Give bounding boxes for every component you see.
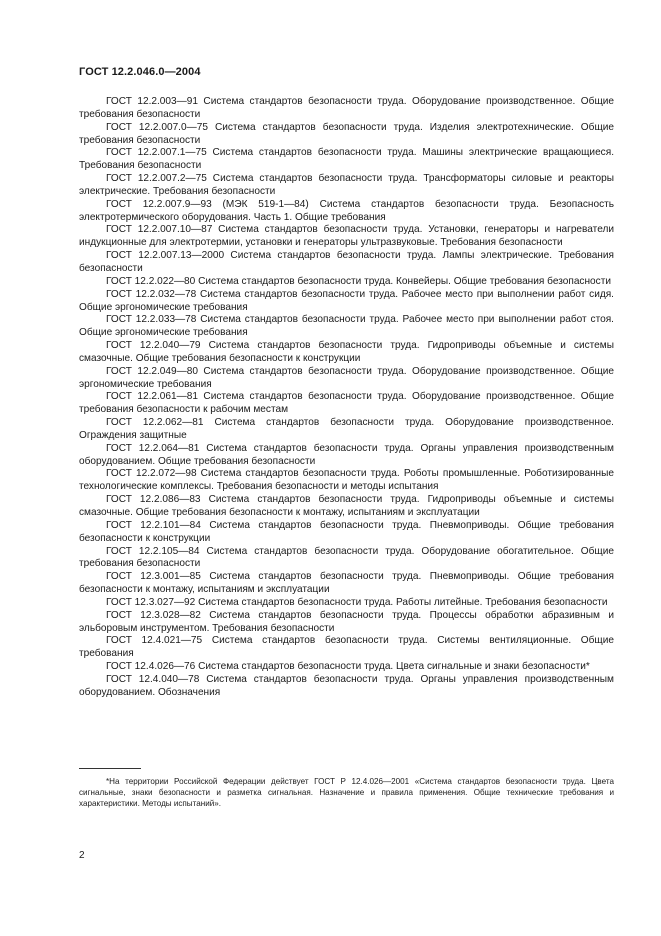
reference-item: ГОСТ 12.2.040—79 Система стандартов безопасности труда. Гидроприводы объемные и системы смазочные. Общие требования безопасности к конструкции — [79, 340, 614, 364]
reference-item: ГОСТ 12.2.049—80 Система стандартов безопасности труда. Оборудование производственное. Общие эргономические требования — [79, 365, 614, 390]
reference-item: ГОСТ 12.2.101—84 Система стандартов безопасности труда. Пневмоприводы. Общие требования безопасности к конструкции — [79, 519, 614, 544]
reference-item: ГОСТ 12.2.064—81 Система стандартов безопасности труда. Органы управления производственным оборудованием. Общие требования безопасности — [79, 442, 614, 467]
reference-item: ГОСТ 12.2.007.13—2000 Система стандартов безопасности труда. Лампы электрические. Требования безопасности — [79, 250, 614, 274]
reference-item: ГОСТ 12.2.032—78 Система стандартов безопасности труда. Рабочее место при выполнении работ сидя. Общие эргономические требования — [79, 288, 614, 313]
reference-item: ГОСТ 12.3.027—92 Система стандартов безопасности труда. Работы литейные. Требования безопасности — [106, 596, 608, 608]
reference-item: ГОСТ 12.2.061—81 Система стандартов безопасности труда. Оборудование производственное. Общие требования безопасности к рабочим местам — [79, 391, 614, 416]
reference-item: ГОСТ 12.2.003—91 Система стандартов безопасности труда. Оборудование производственное. Общие требования безопасности — [79, 96, 614, 120]
reference-list — [79, 96, 614, 700]
footnote-divider — [79, 768, 141, 769]
reference-item: ГОСТ 12.2.022—80 Система стандартов безопасности труда. Конвейеры. Общие требования безопасности — [106, 275, 611, 287]
page-number: 2 — [79, 850, 85, 861]
reference-item: ГОСТ 12.2.105—84 Система стандартов безопасности труда. Оборудование обогатительное. Общие требования безопасности — [79, 545, 614, 570]
reference-item: ГОСТ 12.4.026—76 Система стандартов безопасности труда. Цвета сигнальные и знаки безопасности* — [106, 661, 590, 673]
reference-item: ГОСТ 12.2.007.2—75 Система стандартов безопасности труда. Трансформаторы силовые и реакторы электрические. Требования безопасности — [79, 173, 614, 197]
reference-item: ГОСТ 12.2.007.0—75 Система стандартов безопасности труда. Изделия электротехнические. Общие требования безопасности — [79, 121, 614, 146]
reference-item: ГОСТ 12.3.001—85 Система стандартов безопасности труда. Пневмоприводы. Общие требования безопасности к монтажу, испытаниям и эксплуатации — [79, 571, 614, 596]
reference-item: ГОСТ 12.2.007.1—75 Система стандартов безопасности труда. Машины электрические вращающиеся. Требования безопасности — [79, 147, 614, 172]
footnote: *На территории Российской Федерации действует ГОСТ Р 12.4.026—2001 «Система стандартов безопасности труда. Цвета сигнальные, знаки безопасности и разметка сигнальная. Назначение и правила применения. Общие технические требования и характеристики. Методы испытаний». — [79, 777, 614, 809]
reference-item: ГОСТ 12.2.007.9—93 (МЭК 519-1—84) Система стандартов безопасности труда. Безопасность электротермического оборудования. Часть 1. Общие требования — [79, 198, 614, 223]
reference-item: ГОСТ 12.4.040—78 Система стандартов безопасности труда. Органы управления производственным оборудованием. Обозначения — [79, 673, 614, 698]
reference-item: ГОСТ 12.3.028—82 Система стандартов безопасности труда. Процессы обработки абразивным и эльборовым инструментом. Требования безопасности — [79, 609, 614, 634]
reference-item: ГОСТ 12.2.007.10—87 Система стандартов безопасности труда. Установки, генераторы и нагреватели индукционные для электротермии, установки и генераторы ультразвуковые. Требования безопасности — [79, 224, 614, 249]
reference-item: ГОСТ 12.2.033—78 Система стандартов безопасности труда. Рабочее место при выполнении работ стоя. Общие эргономические требования — [79, 314, 614, 339]
reference-item: ГОСТ 12.2.072—98 Система стандартов безопасности труда. Роботы промышленные. Роботизированные технологические комплексы. Требования безопасности и методы испытания — [79, 468, 614, 493]
reference-item: ГОСТ 12.2.086—83 Система стандартов безопасности труда. Гидроприводы объемные и системы смазочные. Общие требования безопасности к монтажу, испытаниям и эксплуатации — [79, 494, 614, 518]
page-header: ГОСТ 12.2.046.0—2004 — [79, 66, 201, 78]
reference-item: ГОСТ 12.2.062—81 Система стандартов безопасности труда. Оборудование производственное. Ограждения защитные — [79, 417, 614, 441]
reference-item: ГОСТ 12.4.021—75 Система стандартов безопасности труда. Системы вентиляционные. Общие требования — [79, 635, 614, 660]
